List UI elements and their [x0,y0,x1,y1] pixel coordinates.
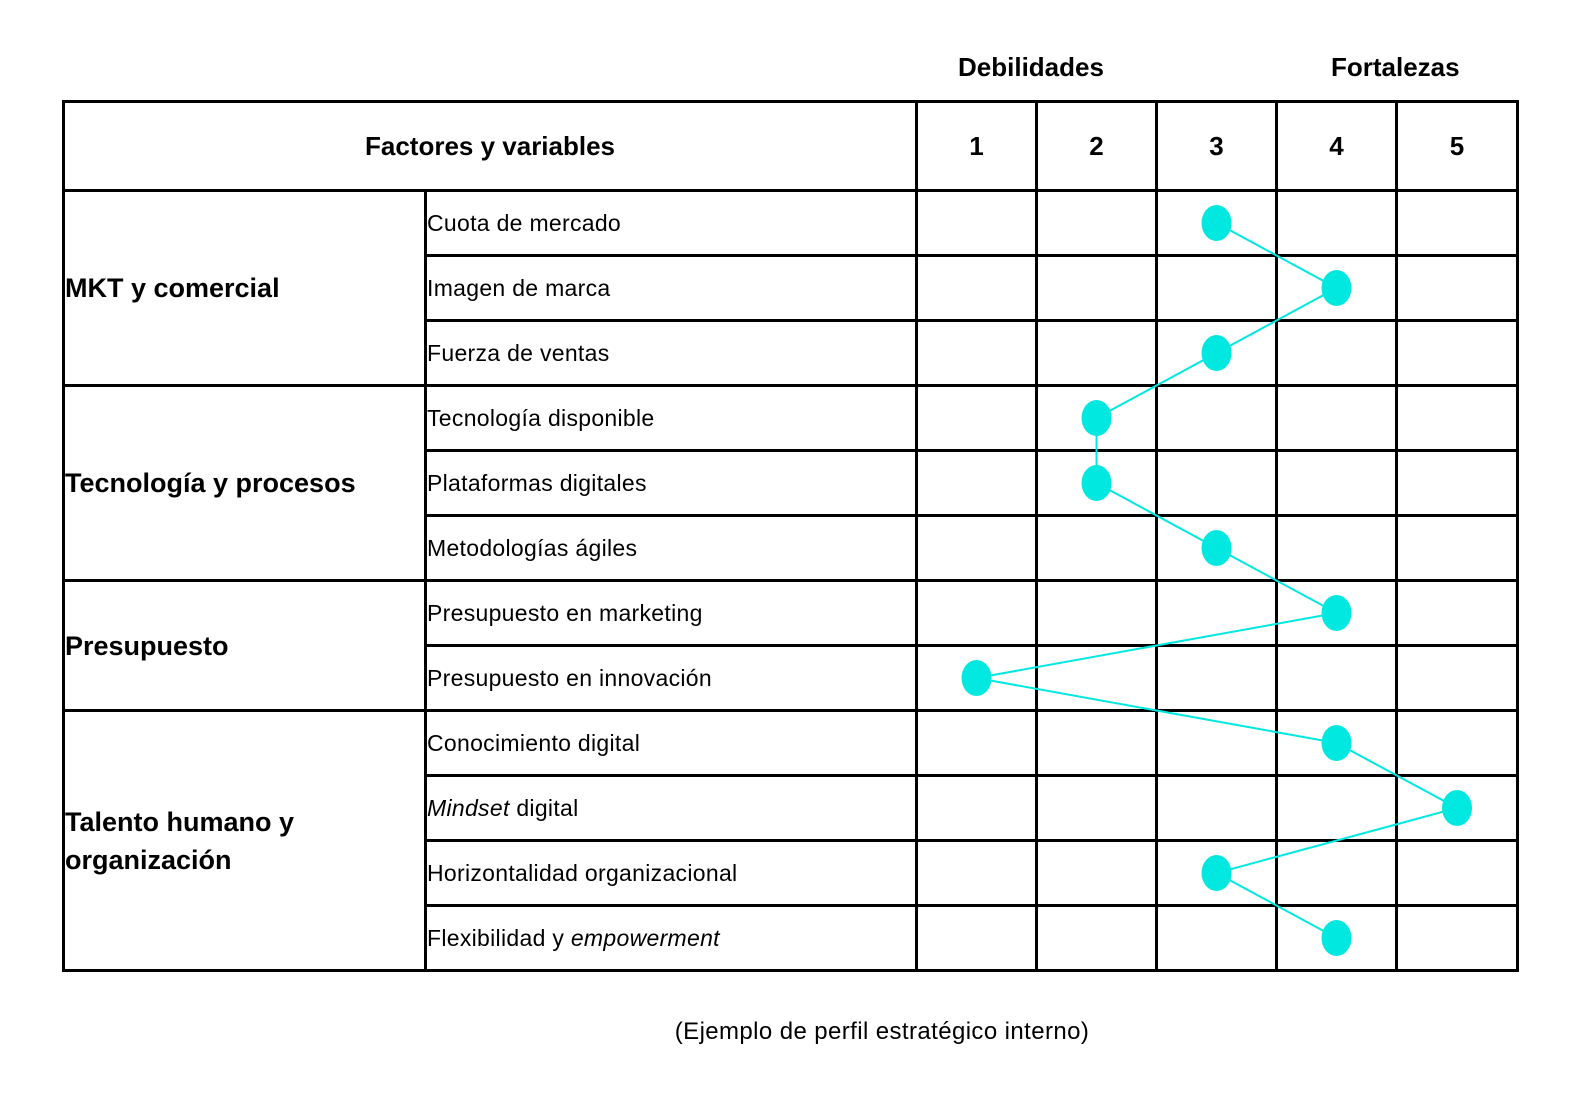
variable-label: Tecnología disponible [426,386,917,451]
scale-header-1: 1 [917,102,1037,191]
scale-header-3: 3 [1157,102,1277,191]
weaknesses-label: Debilidades [958,52,1104,82]
variable-label: Metodologías ágiles [426,516,917,581]
category-mkt: MKT y comercial [64,191,426,386]
variable-label: Horizontalidad organizacional [426,841,917,906]
variable-label: Fuerza de ventas [426,321,917,386]
header-row [64,102,1518,191]
variable-label: Conocimiento digital [426,711,917,776]
variable-label: Plataformas digitales [426,451,917,516]
scale-header-2: 2 [1037,102,1157,191]
category-talent [64,711,426,971]
category-technology: Tecnología y procesos [64,386,426,581]
variable-label [426,776,917,841]
variable-label-rest: digital [509,794,579,821]
variable-label-italic: Mindset [427,794,510,821]
chart-caption: (Ejemplo de perfil estratégico interno) [674,1018,1090,1045]
table-row [64,191,1518,256]
scale-header-5: 5 [1397,102,1518,191]
table-row [64,581,1518,646]
strategic-profile-table [62,100,1519,972]
factors-header: Factores y variables [64,102,917,191]
variable-label-plain: Flexibilidad y [427,924,571,951]
scale-header-4: 4 [1277,102,1397,191]
variable-label: Cuota de mercado [426,191,917,256]
table-row [64,386,1518,451]
variable-label-italic: empowerment [570,924,720,951]
table-row [64,711,1518,776]
category-budget: Presupuesto [64,581,426,711]
variable-label [426,906,917,971]
variable-label: Imagen de marca [426,256,917,321]
variable-label: Presupuesto en innovación [426,646,917,711]
strengths-label: Fortalezas [1331,52,1460,82]
category-talent-label: Talento humano y organización [65,806,295,875]
variable-label: Presupuesto en marketing [426,581,917,646]
